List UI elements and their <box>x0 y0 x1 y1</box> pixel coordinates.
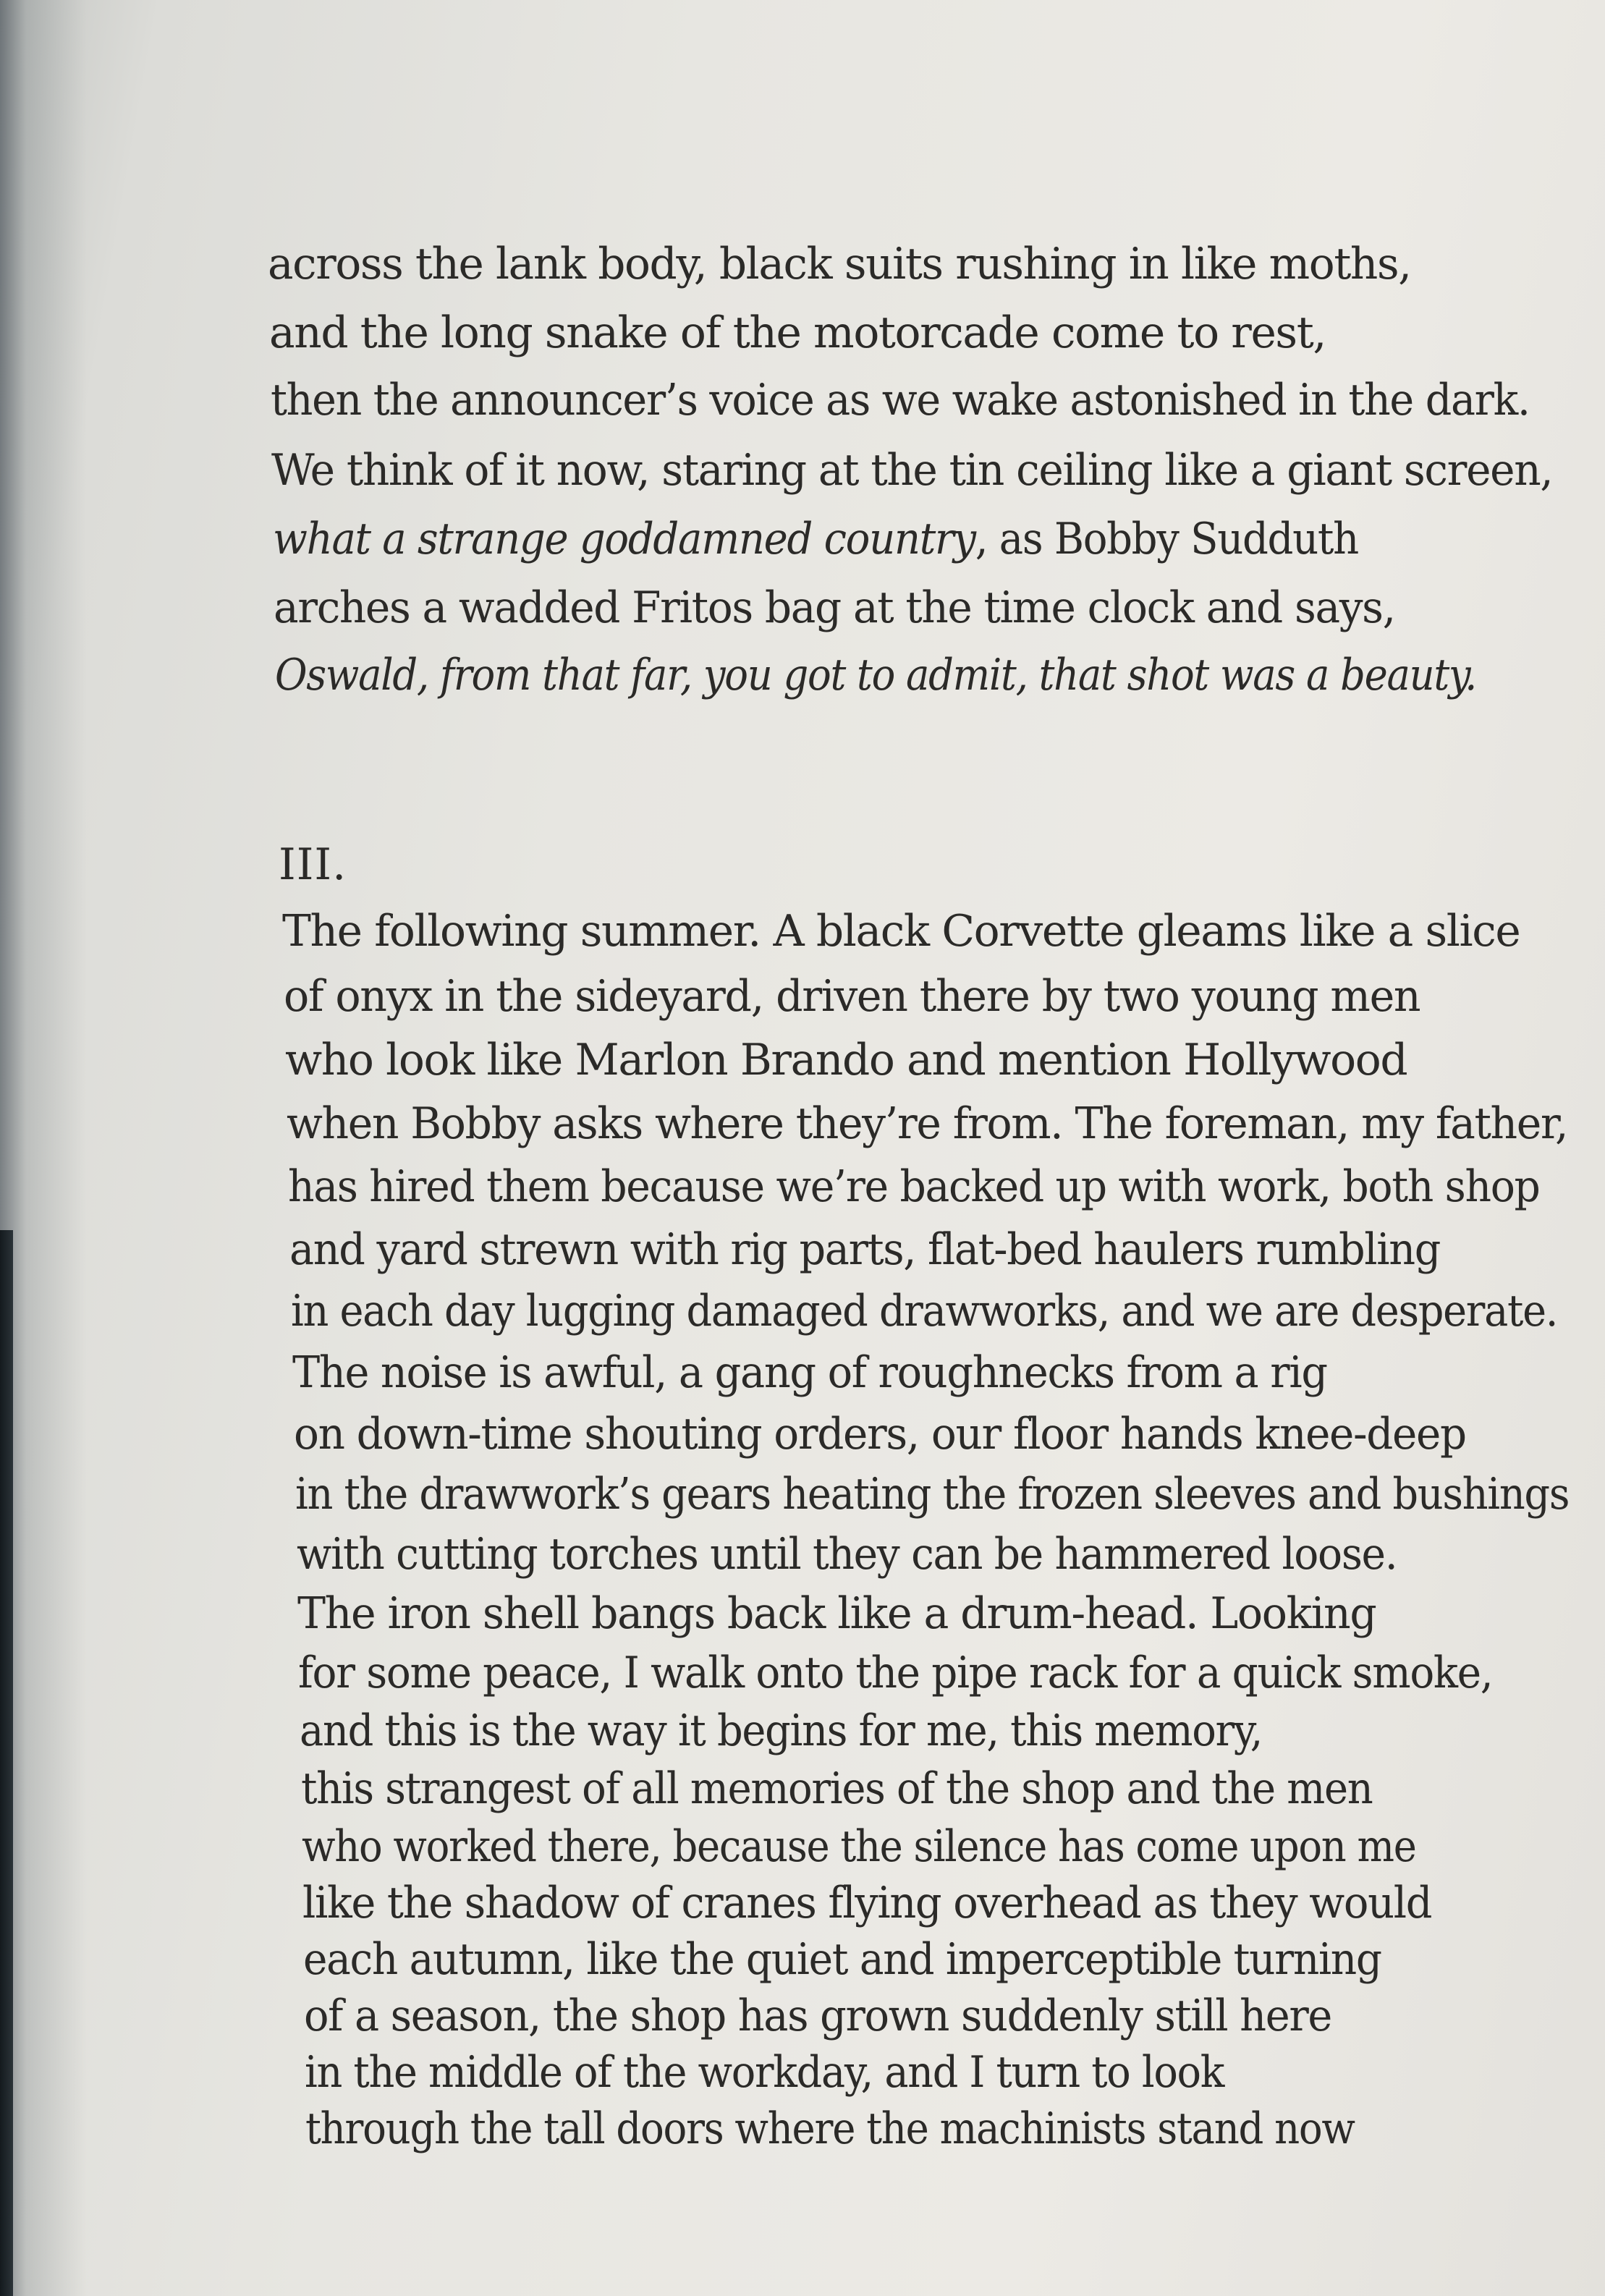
poem-line: arches a wadded Fritos bag at the time clock and says, <box>274 583 1395 633</box>
poem-line: Oswald, from that far, you got to admit, that shot was a beauty. <box>275 650 1477 700</box>
poem-line: has hired them because we’re backed up with work, both shop <box>288 1161 1540 1212</box>
poem-line: for some peace, I walk onto the pipe rack for a quick smoke, <box>298 1648 1493 1698</box>
poem-line: and this is the way it begins for me, this memory, <box>300 1706 1263 1756</box>
poem-line: then the announcer’s voice as we wake astonished in the dark. <box>271 375 1530 425</box>
poem-line: in the drawwork’s gears heating the frozen sleeves and bushings <box>295 1469 1570 1520</box>
poem-line: The noise is awful, a gang of roughnecks from a rig <box>292 1347 1327 1398</box>
poem-line: across the lank body, black suits rushing in like moths, <box>268 239 1411 289</box>
poem-line: in the middle of the workday, and I turn to look <box>305 2047 1224 2098</box>
poem-line: with cutting torches until they can be hammered loose. <box>297 1529 1397 1580</box>
poem-line: The iron shell bangs back like a drum-head. Looking <box>297 1588 1376 1639</box>
poem-line: on down-time shouting orders, our floor hands knee-deep <box>294 1409 1466 1460</box>
poem-line: this strangest of all memories of the shop and the men <box>301 1763 1373 1814</box>
poem-line: in each day lugging damaged drawworks, and we are desperate. <box>291 1286 1558 1336</box>
poem-line: and the long snake of the motorcade come to rest, <box>269 308 1326 358</box>
poem-line: like the shadow of cranes flying overhead as they would <box>302 1878 1432 1928</box>
poem-line: each autumn, like the quiet and imperceptible turning <box>303 1934 1381 1985</box>
poem-line: who look like Marlon Brando and mention Hollywood <box>285 1035 1407 1085</box>
poem-line: We think of it now, staring at the tin ceiling like a giant screen, <box>271 445 1553 496</box>
poem-line: The following summer. A black Corvette gleams like a slice <box>282 906 1520 957</box>
section-heading: III. <box>279 839 347 890</box>
poem-line: when Bobby asks where they’re from. The foreman, my father, <box>287 1098 1568 1149</box>
poem-line: of a season, the shop has grown suddenly still here <box>304 1991 1331 2041</box>
poem-line: what a strange goddamned country, as Bobby Sudduth <box>273 514 1358 564</box>
poem-line: who worked there, because the silence has come upon me <box>302 1821 1416 1872</box>
poem-line: of onyx in the sideyard, driven there by two young men <box>284 971 1420 1022</box>
poem-line: through the tall doors where the machinists stand now <box>305 2104 1355 2154</box>
poem-line: and yard strewn with rig parts, flat-bed haulers rumbling <box>289 1224 1441 1275</box>
